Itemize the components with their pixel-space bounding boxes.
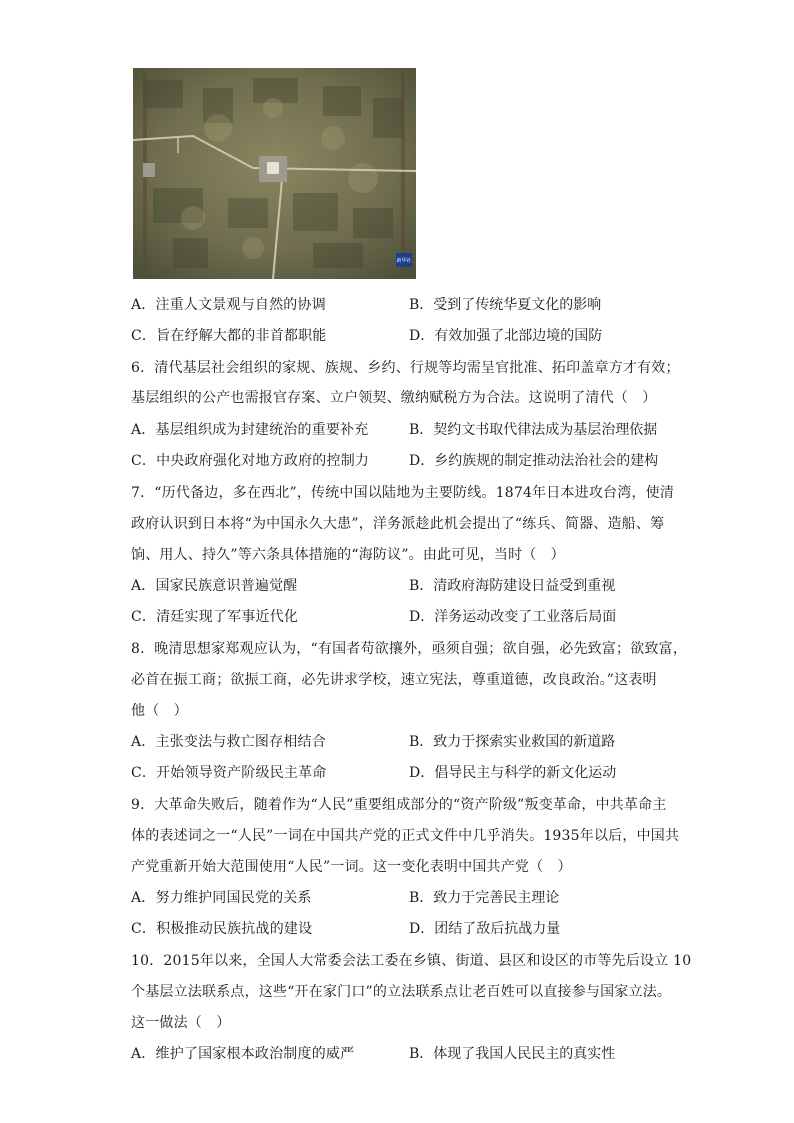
q10-stem-line-3: 这一做法（ ） — [131, 1015, 231, 1031]
q9-stem-line-2: 体的表述词之一“人民”一词在中国共产党的正式文件中几乎消失。1935年以后，中国共 — [131, 828, 680, 844]
q8-stem-line-1: 8．晚清思想家郑观应认为，“有国者苟欲攘外，亟须自强；欲自强，必先致富；欲致富， — [131, 641, 688, 657]
q6-option-c[interactable]: C．中央政府强化对地方政府的控制力 — [131, 453, 370, 469]
q6-stem-line-2: 基层组织的公产也需报官存案、立户领契、缴纳赋税方为合法。这说明了清代（ ） — [131, 390, 657, 406]
q9-option-a[interactable]: A．努力维护同国民党的关系 — [131, 890, 312, 906]
q7-option-a[interactable]: A．国家民族意识普遍觉醒 — [131, 578, 298, 594]
q10-option-a[interactable]: A．维护了国家根本政治制度的威严 — [131, 1046, 355, 1062]
q7-option-b[interactable]: B．清政府海防建设日益受到重视 — [409, 578, 616, 594]
q6-stem-line-1: 6．清代基层社会组织的家规、族规、乡约、行规等均需呈官批准、拓印盖章方才有效； — [131, 360, 680, 376]
q8-stem-line-3: 他（ ） — [131, 703, 188, 719]
aerial-ruins-photo — [133, 68, 416, 279]
q10-stem-line-1: 10．2015年以来，全国人大常委会法工委在乡镇、街道、县区和设区的市等先后设立 10 — [131, 953, 692, 969]
q10-stem-line-2: 个基层立法联系点，这些“开在家门口”的立法联系点让老百姓可以直接参与国家立法。 — [131, 984, 672, 1000]
q7-stem-line-3: 饷、用人、持久”等六条具体措施的“海防议”。由此可见，当时（ ） — [131, 547, 565, 563]
q6-option-a[interactable]: A．基层组织成为封建统治的重要补充 — [131, 422, 369, 438]
q7-stem-line-2: 政府认识到日本将“为中国永久大患”，洋务派趁此机会提出了“练兵、简器、造船、筹 — [131, 516, 665, 532]
photo-watermark: 新华社 — [396, 258, 412, 264]
q8-option-b[interactable]: B．致力于探索实业救国的新道路 — [409, 734, 616, 750]
q7-option-c[interactable]: C．清廷实现了军事近代化 — [131, 609, 299, 625]
q5-option-a[interactable]: A．注重人文景观与自然的协调 — [131, 297, 326, 313]
q7-stem-line-1: 7．“历代备边，多在西北”，传统中国以陆地为主要防线。1874年日本进攻台湾，使清 — [131, 485, 675, 501]
q6-option-b[interactable]: B．契约文书取代律法成为基层治理依据 — [409, 422, 658, 438]
q5-option-c[interactable]: C．旨在纾解大都的非首都职能 — [131, 328, 327, 344]
q8-option-d[interactable]: D．倡导民主与科学的新文化运动 — [409, 765, 617, 781]
q6-option-d[interactable]: D．乡约族规的制定推动法治社会的建构 — [409, 453, 659, 469]
q8-option-c[interactable]: C．开始领导资产阶级民主革命 — [131, 765, 327, 781]
q9-stem-line-1: 9．大革命失败后，随着作为“人民”重要组成部分的“资产阶级”叛变革命，中共革命主 — [131, 797, 667, 813]
q9-option-c[interactable]: C．积极推动民族抗战的建设 — [131, 921, 313, 937]
q9-option-d[interactable]: D．团结了敌后抗战力量 — [409, 921, 561, 937]
q8-option-a[interactable]: A．主张变法与救亡图存相结合 — [131, 734, 326, 750]
q9-option-b[interactable]: B．致力于完善民主理论 — [409, 890, 560, 906]
q10-option-b[interactable]: B．体现了我国人民民主的真实性 — [409, 1046, 616, 1062]
q5-option-b[interactable]: B．受到了传统华夏文化的影响 — [409, 297, 602, 313]
q5-option-d[interactable]: D．有效加强了北部边境的国防 — [409, 328, 603, 344]
q7-option-d[interactable]: D．洋务运动改变了工业落后局面 — [409, 609, 617, 625]
q9-stem-line-3: 产党重新开始大范围使用“人民”一词。这一变化表明中国共产党（ ） — [131, 859, 572, 875]
q8-stem-line-2: 必首在振工商；欲振工商，必先讲求学校，速立宪法，尊重道德，改良政治。”这表明 — [131, 672, 657, 688]
